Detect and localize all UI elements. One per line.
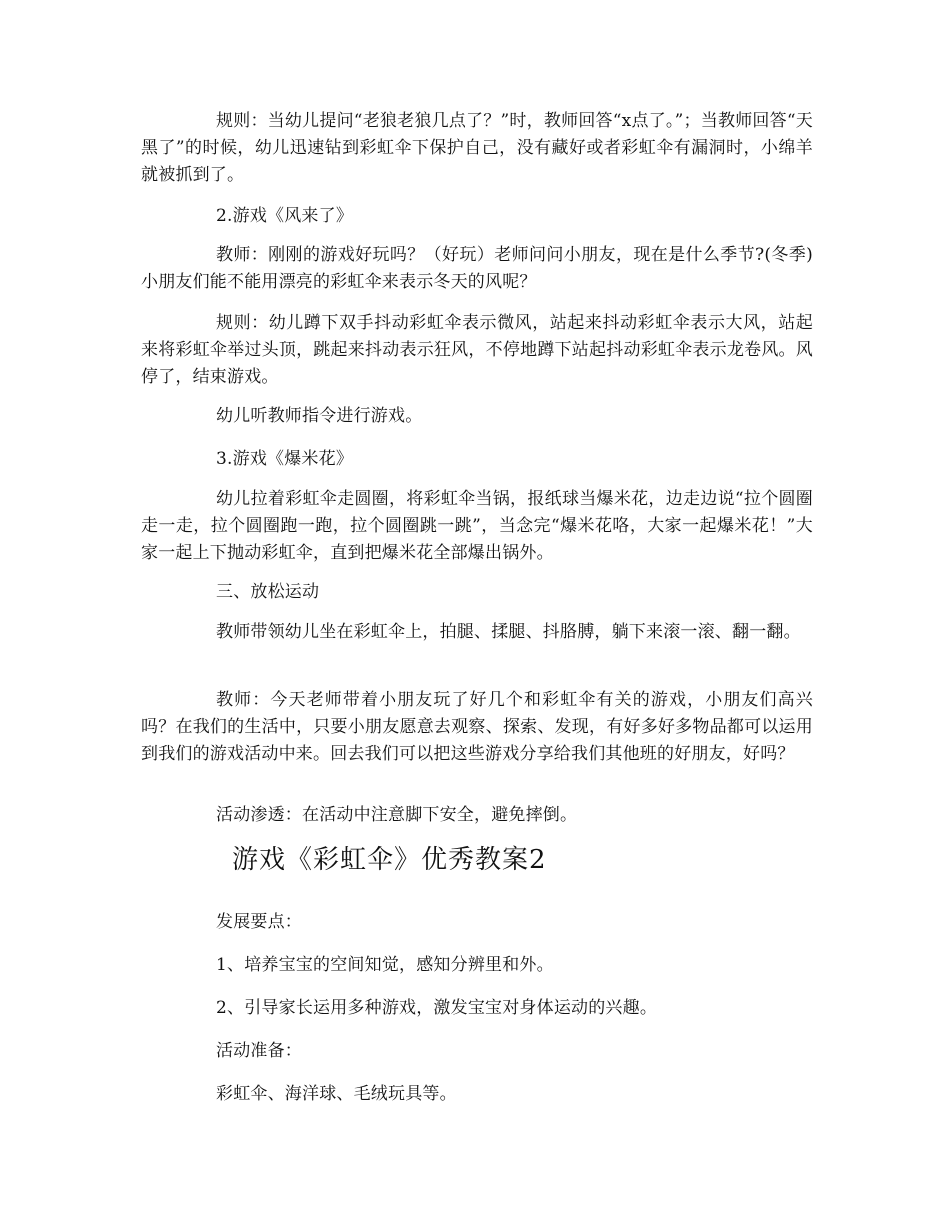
paragraph-game-wind-title: 2.游戏《风来了》 [216,206,354,226]
paragraph-point-1: 1、培养宝宝的空间知觉，感知分辨里和外。 [216,955,554,975]
paragraph-teacher-summary: 教师：今天老师带着小朋友玩了好几个和彩虹伞有关的游戏，小朋友们高兴吗？在我们的生活中，只要小朋友愿意去观察、探索、发现，有好多好多物品都可以运用到我们的游戏活动中来。回去我们可以把这些游戏分享给我们其他班的好朋友，好吗？ [141,690,813,764]
paragraph-relax-description: 教师带领幼儿坐在彩虹伞上，拍腿、揉腿、抖胳膊，躺下来滚一滚、翻一翻。 [216,622,801,642]
paragraph-popcorn-description: 幼儿拉着彩虹伞走圆圈，将彩虹伞当锅，报纸球当爆米花，边走边说“拉个圆圈走一走，拉个圆圈跑一跑，拉个圆圈跳一跳”，当念完“爆米花咯，大家一起爆米花！”大家一起上下抛动彩虹伞，直到把爆米花全部爆出锅外。 [141,489,813,563]
paragraph-teacher-question: 教师：刚刚的游戏好玩吗？（好玩）老师问问小朋友，现在是什么季节?(冬季)小朋友们能不能用漂亮的彩虹伞来表示冬天的风呢？ [141,245,813,292]
paragraph-development-points: 发展要点： [216,912,302,932]
paragraph-follow-instructions: 幼儿听教师指令进行游戏。 [216,406,423,426]
paragraph-safety-note: 活动渗透：在活动中注意脚下安全，避免摔倒。 [216,805,578,825]
paragraph-point-2: 2、引导家长运用多种游戏，激发宝宝对身体运动的兴趣。 [216,998,658,1018]
paragraph-game-popcorn-title: 3.游戏《爆米花》 [216,449,354,469]
paragraph-relax-exercise: 三、放松运动 [216,582,320,602]
paragraph-rule-wind: 规则：幼儿蹲下双手抖动彩虹伞表示微风，站起来抖动彩虹伞表示大风，站起来将彩虹伞举过头顶，跳起来抖动表示狂风，不停地蹲下站起抖动彩虹伞表示龙卷风。风停了，结束游戏。 [141,313,813,387]
paragraph-rule-wolf: 规则：当幼儿提问“老狼老狼几点了？”时，教师回答“x点了。”；当教师回答“天黑了”的时候，幼儿迅速钻到彩虹伞下保护自己，没有藏好或者彩虹伞有漏洞时，小绵羊就被抓到了。 [141,111,813,185]
paragraph-preparation: 活动准备： [216,1041,302,1061]
paragraph-materials: 彩虹伞、海洋球、毛绒玩具等。 [216,1084,457,1104]
section-title: 游戏《彩虹伞》优秀教案2 [232,845,547,875]
